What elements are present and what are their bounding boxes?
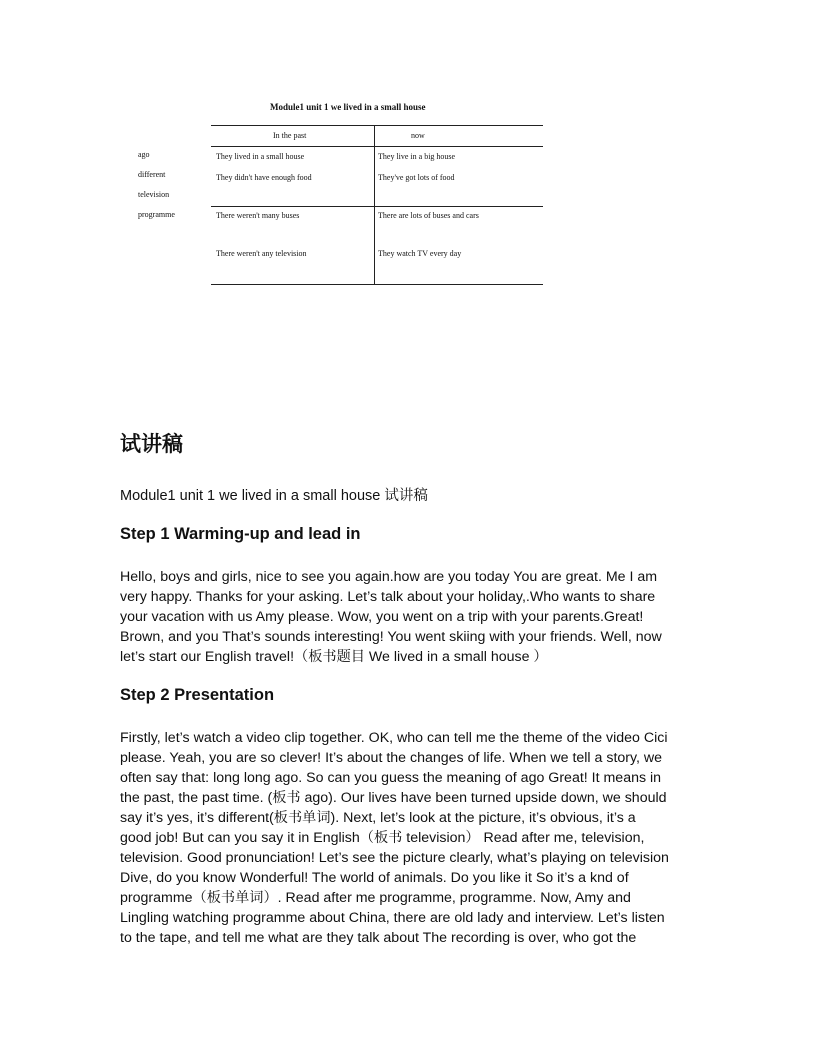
vocab-list (138, 145, 175, 225)
paragraph-line: to the tape, and tell me what are they talk about The recording is over, who got the (120, 930, 637, 946)
board-title: Module1 unit 1 we lived in a small house (270, 102, 426, 112)
paragraph-line: please. Yeah, you are so clever! It’s about the changes of life. When we tell a story, we (120, 750, 663, 766)
paragraph-line: Brown, and you That’s sounds interesting! You went skiing with your friends. Well, now (120, 629, 662, 645)
step2-heading: Step 2 Presentation (120, 686, 275, 704)
row-past: They lived in a small house (216, 152, 305, 161)
row-now: They've got lots of food (378, 173, 455, 182)
paragraph-line: say it’s yes, it’s different(板书单词). Next, let’s look at the picture, it’s obvious, it’s a (120, 810, 636, 826)
paragraph-line: the past, the past time. (板书 ago). Our lives have been turned upside down, we should (120, 790, 667, 806)
paragraph-line: often say that: long long ago. So can you guess the meaning of ago Great! It means in (120, 770, 662, 786)
paragraph-line: Hello, boys and girls, nice to see you again.how are you today You are great. Me I am (120, 569, 658, 585)
step1-paragraph (120, 567, 700, 667)
row-now: There are lots of buses and cars (378, 211, 479, 220)
paragraph-line: let’s start our English travel!（板书题目 We lived in a small house ） (120, 649, 548, 665)
document-subtitle: Module1 unit 1 we lived in a small house 试讲稿 (120, 488, 428, 504)
row-past: There weren't any television (216, 249, 307, 258)
paragraph-line: very happy. Thanks for your asking. Let’s talk about your holiday,.Who wants to share (120, 589, 656, 605)
row-now: They live in a big house (378, 152, 456, 161)
vocab-word: television (138, 190, 170, 199)
vocab-word: ago (138, 150, 150, 159)
paragraph-line: good job! But can you say it in English（板书 television） Read after me, television, (120, 830, 645, 846)
paragraph-line: your vacation with us Amy please. Wow, you went on a trip with your parents.Great! (120, 609, 644, 625)
row-past: There weren't many buses (216, 211, 300, 220)
step2-paragraph (120, 728, 700, 948)
paragraph-line: television. Good pronunciation! Let’s see the picture clearly, what’s playing on television (120, 850, 669, 866)
table-divider (211, 146, 543, 147)
document-title: 试讲稿 (120, 432, 183, 456)
paragraph-line: Lingling watching programme about China, there are old lady and interview. Let’s listen (120, 910, 665, 926)
paragraph-line: programme（板书单词）. Read after me programme, programme. Now, Amy and (120, 890, 631, 906)
row-now: They watch TV every day (378, 249, 462, 258)
row-past: They didn't have enough food (216, 173, 312, 182)
vocab-word: different (138, 170, 166, 179)
vocab-word: programme (138, 210, 175, 219)
paragraph-line: Dive, do you know Wonderful! The world of animals. Do you like it So it’s a knd of (120, 870, 629, 886)
table-divider (211, 206, 543, 207)
step1-heading: Step 1 Warming-up and lead in (120, 525, 361, 543)
paragraph-line: Firstly, let’s watch a video clip together. OK, who can tell me the theme of the video Cici (120, 730, 668, 746)
header-now: now (411, 131, 425, 140)
table-divider (374, 126, 375, 284)
header-past: In the past (273, 131, 307, 140)
comparison-table (211, 125, 543, 285)
